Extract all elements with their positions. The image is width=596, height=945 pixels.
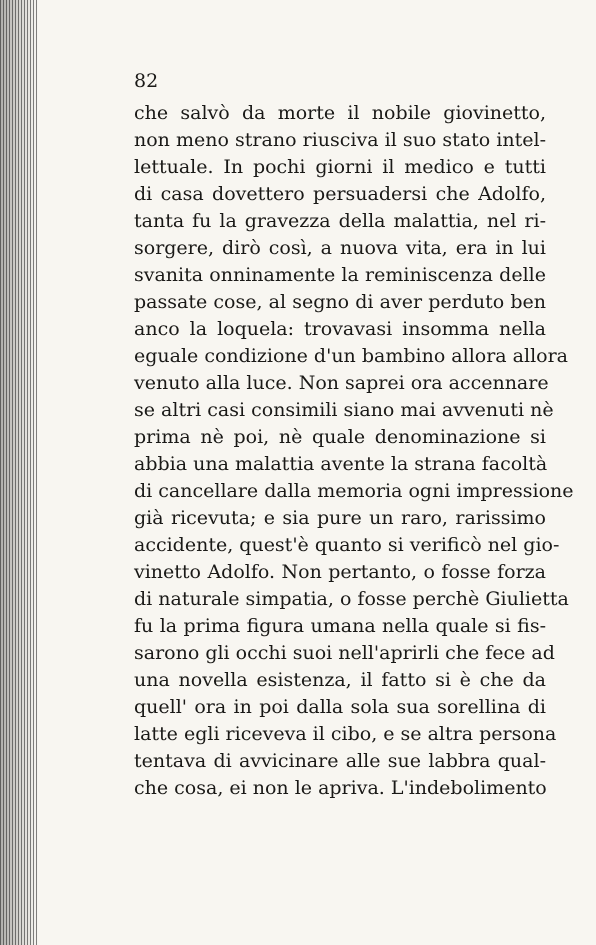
text-line: prima nè poi, nè quale denominazione si: [134, 426, 546, 448]
text-line: fu la prima figura umana nella quale si fis-: [134, 615, 546, 637]
text-line: vinetto Adolfo. Non pertanto, o fosse forza: [134, 561, 546, 583]
text-line: di cancellare dalla memoria ogni impressione: [134, 480, 574, 502]
body-text: [134, 100, 574, 802]
text-line: tentava di avvicinare alle sue labbra qual-: [134, 750, 546, 772]
text-line: anco la loquela: trovavasi insomma nella: [134, 318, 546, 340]
page-number: 82: [134, 70, 159, 92]
book-page: [134, 68, 574, 802]
text-line: svanita onninamente la reminiscenza delle: [134, 264, 546, 286]
text-line: che cosa, ei non le apriva. L'indebolimento: [134, 777, 547, 799]
text-line: eguale condizione d'un bambino allora allora: [134, 345, 568, 367]
text-line: sarono gli occhi suoi nell'aprirli che fece ad: [134, 642, 555, 664]
text-line: che salvò da morte il nobile giovinetto,: [134, 102, 546, 124]
text-line: tanta fu la gravezza della malattia, nel ri-: [134, 210, 546, 232]
text-line: di casa dovettero persuadersi che Adolfo,: [134, 183, 546, 205]
text-line: sorgere, dirò così, a nuova vita, era in lui: [134, 237, 546, 259]
text-line: venuto alla luce. Non saprei ora accennare: [134, 372, 549, 394]
text-line: accidente, quest'è quanto si verificò nel gio-: [134, 534, 560, 556]
text-line: di naturale simpatia, o fosse perchè Giulietta: [134, 588, 569, 610]
text-line: se altri casi consimili siano mai avvenuti nè: [134, 399, 554, 421]
text-line: non meno strano riusciva il suo stato intel-: [134, 129, 546, 151]
text-line: quell' ora in poi dalla sola sua sorellina di: [134, 696, 546, 718]
text-line: una novella esistenza, il fatto si è che da: [134, 669, 546, 691]
binding-gutter: [0, 0, 38, 945]
text-line: abbia una malattia avente la strana facoltà: [134, 453, 548, 475]
text-line: passate cose, al segno di aver perduto ben: [134, 291, 546, 313]
text-line: latte egli riceveva il cibo, e se altra persona: [134, 723, 557, 745]
text-line: già ricevuta; e sia pure un raro, rarissimo: [134, 507, 546, 529]
text-line: lettuale. In pochi giorni il medico e tutti: [134, 156, 546, 178]
